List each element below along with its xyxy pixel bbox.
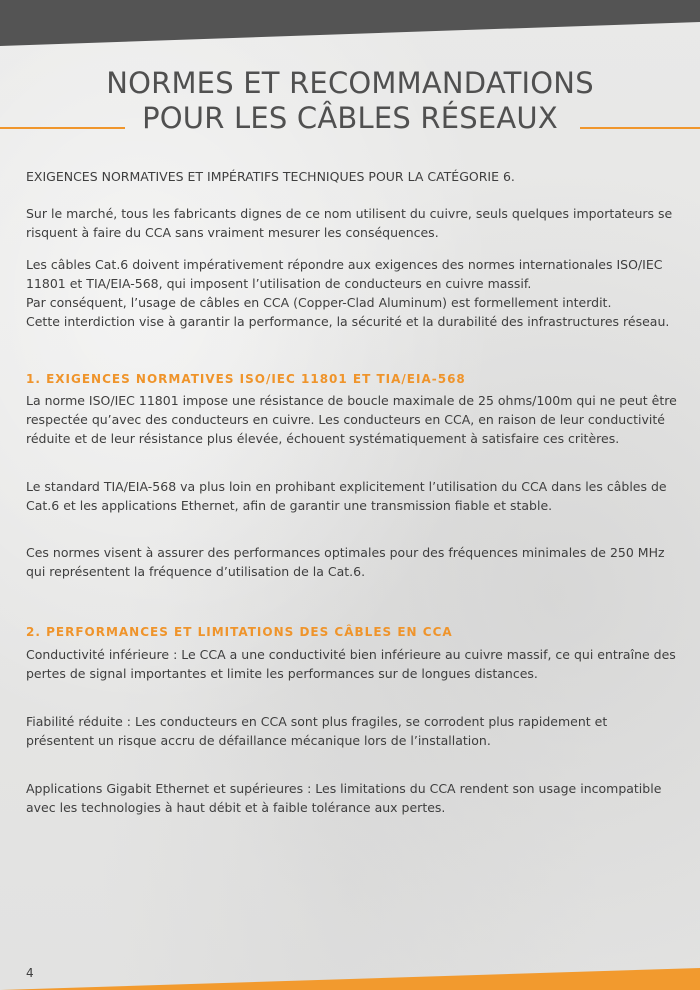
text-line: Conductivité inférieure : Le CCA a une conductivité bien inférieure au cuivre massif, ce qui entraîne des xyxy=(26,647,676,662)
intro-paragraph-1 xyxy=(26,204,686,242)
section-2-heading: 2. PERFORMANCES ET LIMITATIONS DES CÂBLES EN CCA xyxy=(26,625,453,639)
text-line: respectée qu’avec des conducteurs en cuivre. Les conducteurs en CCA, en raison de leur conductivité xyxy=(26,412,665,427)
intro-paragraph-2 xyxy=(26,255,686,331)
title-rule-right xyxy=(580,127,700,129)
text-line: 11801 et TIA/EIA-568, qui imposent l’utilisation de conducteurs en cuivre massif. xyxy=(26,276,532,291)
text-line: La norme ISO/IEC 11801 impose une résistance de boucle maximale de 25 ohms/100m qui ne peut être xyxy=(26,393,677,408)
section-2-paragraph-2 xyxy=(26,712,686,750)
text-line: réduite et de leur résistance plus élevée, échouent systématiquement à satisfaire ces critères. xyxy=(26,431,620,446)
text-line: Sur le marché, tous les fabricants dignes de ce nom utilisent du cuivre, seuls quelques importateurs se xyxy=(26,206,673,221)
intro-lead xyxy=(26,167,686,186)
text-line: pertes de signal importantes et limite les performances sur de longues distances. xyxy=(26,666,538,681)
section-2-paragraph-3 xyxy=(26,779,686,817)
text-line: Les câbles Cat.6 doivent impérativement répondre aux exigences des normes internationales ISO/IEC xyxy=(26,257,663,272)
text-line: avec les technologies à haut débit et à faible tolérance aux pertes. xyxy=(26,800,446,815)
title-rule-left xyxy=(0,127,125,129)
text-line: Le standard TIA/EIA-568 va plus loin en prohibant explicitement l’utilisation du CCA dans les câbles de xyxy=(26,479,667,494)
section-1-heading: 1. EXIGENCES NORMATIVES ISO/IEC 11801 ET TIA/EIA-568 xyxy=(26,372,466,386)
text-line: Applications Gigabit Ethernet et supérieures : Les limitations du CCA rendent son usage incompatible xyxy=(26,781,662,796)
text-line: Fiabilité réduite : Les conducteurs en CCA sont plus fragiles, se corrodent plus rapidement et xyxy=(26,714,608,729)
section-1-paragraph-3 xyxy=(26,543,686,581)
page-title-line1: NORMES ET RECOMMANDATIONS xyxy=(106,66,594,100)
intro-lead-text: EXIGENCES NORMATIVES ET IMPÉRATIFS TECHNIQUES POUR LA CATÉGORIE 6. xyxy=(26,169,515,184)
section-1-paragraph-2 xyxy=(26,477,686,515)
text-line: Ces normes visent à assurer des performances optimales pour des fréquences minimales de 250 MHz xyxy=(26,545,665,560)
text-line: présentent un risque accru de défaillance mécanique lors de l’installation. xyxy=(26,733,491,748)
bottom-accent-band xyxy=(0,968,700,990)
section-1-paragraph-1 xyxy=(26,391,686,448)
text-line: Cette interdiction vise à garantir la performance, la sécurité et la durabilité des infrastructures réseau. xyxy=(26,314,670,329)
text-line: Cat.6 et les applications Ethernet, afin de garantir une transmission fiable et stable. xyxy=(26,498,553,513)
page-number: 4 xyxy=(26,966,34,980)
section-2-paragraph-1 xyxy=(26,645,686,683)
text-line: Par conséquent, l’usage de câbles en CCA (Copper-Clad Aluminum) est formellement interdit. xyxy=(26,295,612,310)
top-band xyxy=(0,0,700,46)
text-line: risquent à faire du CCA sans vraiment mesurer les conséquences. xyxy=(26,225,439,240)
page-title-line2: POUR LES CÂBLES RÉSEAUX xyxy=(142,101,558,135)
text-line: qui représentent la fréquence d’utilisation de la Cat.6. xyxy=(26,564,366,579)
